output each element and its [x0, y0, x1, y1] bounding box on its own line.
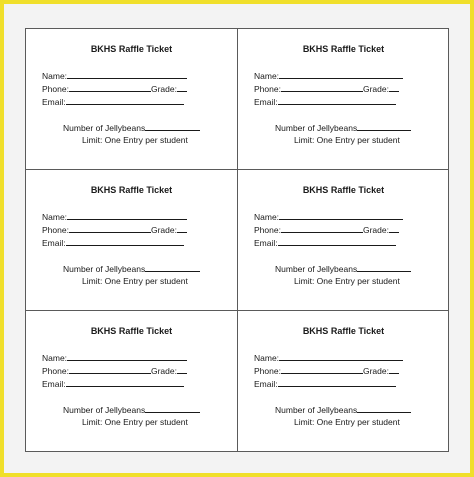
- email-field[interactable]: [42, 237, 184, 248]
- name-label: Name:: [254, 353, 280, 363]
- name-underline[interactable]: [279, 70, 403, 79]
- jellybeans-label: Number of Jellybeans: [275, 264, 358, 274]
- jellybeans-underline[interactable]: [145, 122, 200, 131]
- phone-underline[interactable]: [69, 83, 151, 92]
- phone-underline[interactable]: [281, 83, 363, 92]
- email-underline[interactable]: [278, 237, 396, 246]
- limit-text: Limit: One Entry per student: [294, 417, 400, 427]
- name-label: Name:: [42, 71, 68, 81]
- phone-label: Phone:: [42, 225, 69, 235]
- name-label: Name:: [254, 212, 280, 222]
- phone-underline[interactable]: [69, 224, 151, 233]
- ticket-title: BKHS Raffle Ticket: [302, 326, 385, 336]
- phone-label: Phone:: [254, 225, 281, 235]
- grade-label: Grade:: [362, 225, 389, 235]
- raffle-ticket: [26, 170, 237, 310]
- phone-grade-field[interactable]: [254, 365, 399, 376]
- phone-underline[interactable]: [69, 365, 151, 374]
- grade-label: Grade:: [150, 225, 177, 235]
- ticket-title: BKHS Raffle Ticket: [90, 185, 173, 195]
- phone-grade-field[interactable]: [254, 224, 399, 235]
- grade-underline[interactable]: [389, 365, 399, 374]
- email-field[interactable]: [254, 378, 396, 389]
- name-underline[interactable]: [67, 70, 187, 79]
- phone-underline[interactable]: [281, 365, 363, 374]
- email-underline[interactable]: [66, 237, 184, 246]
- email-label: Email:: [42, 379, 66, 389]
- ticket-title: BKHS Raffle Ticket: [90, 326, 173, 336]
- raffle-ticket-sheet: [25, 28, 449, 452]
- email-label: Email:: [254, 379, 278, 389]
- phone-label: Phone:: [42, 84, 69, 94]
- jellybeans-underline[interactable]: [145, 404, 200, 413]
- jellybeans-field[interactable]: [275, 122, 411, 133]
- grade-underline[interactable]: [177, 365, 187, 374]
- jellybeans-field[interactable]: [275, 404, 411, 415]
- grade-underline[interactable]: [389, 83, 399, 92]
- raffle-ticket: [238, 29, 449, 169]
- limit-text: Limit: One Entry per student: [82, 276, 188, 286]
- name-label: Name:: [42, 212, 68, 222]
- grade-underline[interactable]: [389, 224, 399, 233]
- name-field[interactable]: [42, 352, 187, 363]
- jellybeans-underline[interactable]: [357, 263, 411, 272]
- jellybeans-label: Number of Jellybeans: [275, 123, 358, 133]
- grade-underline[interactable]: [177, 83, 187, 92]
- email-field[interactable]: [42, 96, 184, 107]
- email-underline[interactable]: [278, 378, 396, 387]
- email-label: Email:: [42, 238, 66, 248]
- raffle-ticket: [238, 311, 449, 451]
- phone-label: Phone:: [254, 366, 281, 376]
- phone-underline[interactable]: [281, 224, 363, 233]
- phone-label: Phone:: [42, 366, 69, 376]
- email-field[interactable]: [254, 96, 396, 107]
- jellybeans-field[interactable]: [63, 263, 200, 274]
- jellybeans-label: Number of Jellybeans: [63, 123, 146, 133]
- name-label: Name:: [254, 71, 280, 81]
- email-label: Email:: [42, 97, 66, 107]
- name-underline[interactable]: [67, 211, 187, 220]
- name-field[interactable]: [254, 70, 403, 81]
- jellybeans-label: Number of Jellybeans: [275, 405, 358, 415]
- grade-label: Grade:: [362, 84, 389, 94]
- jellybeans-field[interactable]: [275, 263, 411, 274]
- raffle-ticket: [26, 29, 237, 169]
- phone-grade-field[interactable]: [42, 83, 187, 94]
- name-field[interactable]: [42, 211, 187, 222]
- ticket-title: BKHS Raffle Ticket: [90, 44, 173, 54]
- name-underline[interactable]: [279, 352, 403, 361]
- email-underline[interactable]: [278, 96, 396, 105]
- name-field[interactable]: [42, 70, 187, 81]
- email-underline[interactable]: [66, 378, 184, 387]
- name-label: Name:: [42, 353, 68, 363]
- ticket-title: BKHS Raffle Ticket: [302, 185, 385, 195]
- email-field[interactable]: [42, 378, 184, 389]
- jellybeans-label: Number of Jellybeans: [63, 405, 146, 415]
- limit-text: Limit: One Entry per student: [294, 276, 400, 286]
- email-label: Email:: [254, 238, 278, 248]
- name-underline[interactable]: [279, 211, 403, 220]
- raffle-ticket: [26, 311, 237, 451]
- grade-underline[interactable]: [177, 224, 187, 233]
- phone-grade-field[interactable]: [254, 83, 399, 94]
- grade-label: Grade:: [150, 366, 177, 376]
- email-field[interactable]: [254, 237, 396, 248]
- grade-label: Grade:: [362, 366, 389, 376]
- grade-label: Grade:: [150, 84, 177, 94]
- phone-grade-field[interactable]: [42, 365, 187, 376]
- phone-grade-field[interactable]: [42, 224, 187, 235]
- jellybeans-underline[interactable]: [357, 404, 411, 413]
- name-field[interactable]: [254, 211, 403, 222]
- jellybeans-underline[interactable]: [145, 263, 200, 272]
- jellybeans-label: Number of Jellybeans: [63, 264, 146, 274]
- email-underline[interactable]: [66, 96, 184, 105]
- phone-label: Phone:: [254, 84, 281, 94]
- jellybeans-field[interactable]: [63, 404, 200, 415]
- name-underline[interactable]: [67, 352, 187, 361]
- jellybeans-underline[interactable]: [357, 122, 411, 131]
- name-field[interactable]: [254, 352, 403, 363]
- jellybeans-field[interactable]: [63, 122, 200, 133]
- limit-text: Limit: One Entry per student: [82, 135, 188, 145]
- email-label: Email:: [254, 97, 278, 107]
- limit-text: Limit: One Entry per student: [294, 135, 400, 145]
- ticket-title: BKHS Raffle Ticket: [302, 44, 385, 54]
- raffle-ticket: [238, 170, 449, 310]
- limit-text: Limit: One Entry per student: [82, 417, 188, 427]
